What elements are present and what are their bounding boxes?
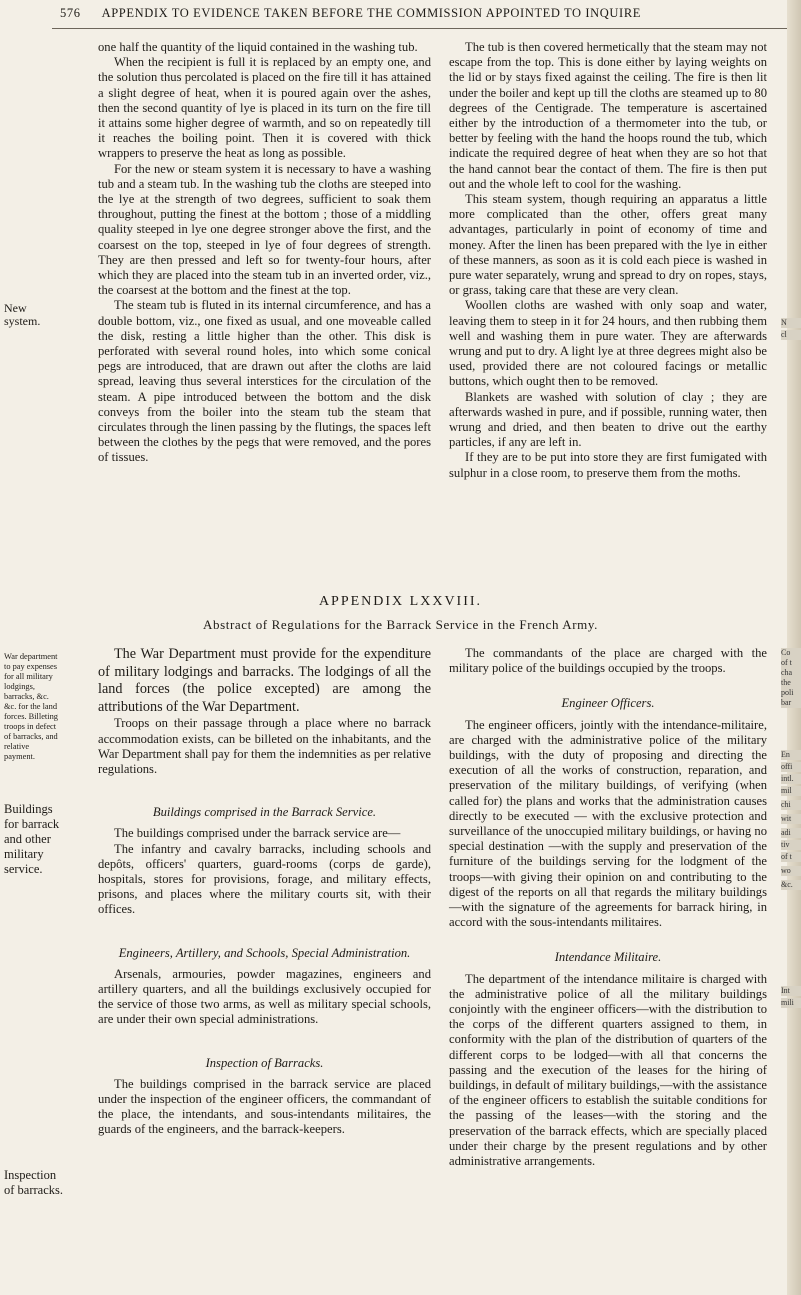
- paragraph: The department of the intendance militaire is charged with the administrative police of all the military buildings conjointly with the engineer officers—with the distribution to the corps of the different quarters assigned to them, in conformity with the plan of the distribution of quarters of the different corps to be lodged—with all that concerns the passing and the execution of the leases for the hiring of buildings, in default of military buildings,—with the assistance of the engineer officers to establish the suitable conditions for the passing of the leases—with the storing and the preservation of the barrack effects, which are specially placed under their charge by the present regulations and by other administrative arrangements.: [449, 971, 767, 1169]
- edge-fragment: wit: [781, 814, 801, 824]
- edge-fragment: cl: [781, 330, 801, 340]
- paragraph: This steam system, though requiring an apparatus a little more complicated than the other, offers great many advantages, particularly in point of economy of time and money. After the linen has been prepared with the lye in either of these manners, as soon as it is cold each piece is washed in pure water separately, wrung and spread to dry on ropes, stays, or grass, taking care that these are very clean.: [449, 192, 767, 298]
- edge-fragment: of t: [781, 658, 801, 668]
- edge-fragment: cha: [781, 668, 801, 678]
- section-heading: Intendance Militaire.: [554, 950, 662, 965]
- margin-note-new-system: New system.: [4, 301, 41, 328]
- lower-right-column: [449, 646, 767, 1169]
- edge-fragment: the: [781, 678, 801, 688]
- edge-fragment: wo: [781, 866, 801, 876]
- edge-fragment: mil: [781, 786, 801, 796]
- paragraph: Woollen cloths are washed with only soap and water, leaving them to steep in it for 24 hours, and then rubbing them well and washing them in pure water. They are afterwards wrung and put to dry. A light lye at three degrees might also be used, provided there are not coloured facings or metallic buttons, which ought then to be removed.: [449, 298, 767, 389]
- abstract-title: Abstract of Regulations for the Barrack Service in the French Army.: [203, 617, 598, 632]
- paragraph: The tub is then covered hermetically that the steam may not escape from the top. This is done either by laying weights on the lid or by stays fixed against the ceiling. The fire is then lit under the boiler and kept up till the cloths are steamed up to 80 degrees of the Centigrade. The temperature is ascertained either by the introduction of a thermometer into the tub, or better by feeling with the hand the hoops round the tub, which indicate the required degree of heat when they are so hot that the hand cannot bear the contact of them. The fire is then put out and the whole left to cool for the washing.: [449, 40, 767, 191]
- paragraph: Troops on their passage through a place where no barrack accommodation exists, can be billeted on the inhabitants, and the War Department shall pay for them the indemnities as per relative regulations.: [98, 716, 431, 776]
- margin-note-war-department: War department to pay expenses for all military lodgings, barracks, &c. &c. for the land forces. Billeting troops in defect of barracks, and relative payment.: [4, 652, 58, 761]
- paragraph: The engineer officers, jointly with the intendance-militaire, are charged with the administrative police of the military buildings, with the duty of proposing and directing the execution of all the works of construction, reparation, and preservation of the military buildings, of verifying (when called for) the plans and works that the administration causes directly to be executed — with the exclusive protection and surveillance of the unoccupied military buildings, or having no special destination —with the supply and preservation of the furniture of the buildings serving for the lodgment of the troops—with giving their opinion on and contributing to the digest of the reports on all that regards the military buildings—with the signature of the agreements for barrack hiring, in accord with the sous-intendants militaires.: [449, 717, 767, 930]
- edge-fragment: Int: [781, 986, 801, 996]
- paragraph: The War Department must provide for the expenditure of military lodgings and barracks. The lodgings of all the land forces (the police excepted) are among the attributions of the War Department.: [98, 646, 431, 715]
- edge-fragment: N: [781, 318, 801, 328]
- edge-fragment: tiv: [781, 840, 801, 850]
- edge-fragment: poli: [781, 688, 801, 698]
- margin-note-inspection: Inspection of barracks.: [4, 1168, 63, 1197]
- paragraph: The commandants of the place are charged with the military police of the buildings occupied by the troops.: [449, 646, 767, 676]
- paragraph: The buildings comprised under the barrack service are—: [114, 826, 401, 841]
- section-heading: Engineers, Artillery, and Schools, Special Administration.: [118, 945, 411, 960]
- margin-note-buildings: Buildings for barrack and other military service.: [4, 802, 60, 876]
- edge-fragment: chi: [781, 800, 801, 810]
- paragraph: The buildings comprised in the barrack service are placed under the inspection of the engineer officers, the commandant of the place, the intendants, and sous-intendants militaires, the guards of the engineers, and the barrack-keepers.: [98, 1076, 431, 1137]
- appendix-title: APPENDIX LXXVIII.: [318, 594, 483, 609]
- edge-fragment: adi: [781, 828, 801, 838]
- edge-fragment: bar: [781, 698, 801, 708]
- edge-fragment: En: [781, 750, 801, 760]
- lower-left-column: [98, 646, 431, 1138]
- edge-fragment: mili: [781, 998, 801, 1008]
- top-right-column: [449, 40, 767, 481]
- paragraph: The infantry and cavalry barracks, including schools and depôts, officers' quarters, guard-rooms (corps de garde), hospitals, stores for provisions, forage, and military effects, prisons, and places where the military courts sit, with their offices.: [98, 841, 431, 917]
- paragraph: Arsenals, armouries, powder magazines, engineers and artillery quarters, and all the buildings exclusively occupied for the service of those two arms, as well as military special schools, are under their own special administrations.: [98, 966, 431, 1027]
- edge-fragment: of t: [781, 852, 801, 862]
- paragraph: Blankets are washed with solution of clay ; they are afterwards washed in pure, and if possible, running water, then wrung and dried, and then beaten to drive out the earthy particles, if any are left in.: [449, 389, 767, 450]
- edge-fragment: &c.: [781, 880, 801, 890]
- edge-fragment: Co: [781, 648, 801, 658]
- header-rule: [52, 28, 787, 29]
- section-heading: Inspection of Barracks.: [205, 1055, 324, 1070]
- section-heading: Engineer Officers.: [561, 696, 655, 711]
- section-heading: Buildings comprised in the Barrack Service.: [152, 805, 377, 820]
- paragraph: For the new or steam system it is necessary to have a washing tub and a steam tub. In the washing tub the cloths are steeped into the lye at the strength of two degrees, sufficient to soak them throughout, putting the finest at the bottom ; those of a middling quality steeped in lye one degree stronger above the first, and the coarsest on the top, steeped in lye of four degrees of strength. They are then pressed and left so for twenty-four hours, after which they are placed into the steam tub in an inverted order, viz., the coarsest at the bottom and the finest at the top.: [98, 161, 431, 298]
- page-number: 576: [60, 6, 81, 20]
- paragraph: The steam tub is fluted in its internal circumference, and has a double bottom, viz., one fixed as usual, and one moveable called the disk, resting a little higher than the other. This disk is perforated with several round holes, into which some conical pegs are introduced, that are drawn out after the cloths are laid spread, leaving thus several interstices for the circulation of the steam. A pipe introduced between the bottom and the disk conveys from the boiler into the steam tub the steam that circulates through the linen passing by the flutings, the spaces left between the clothes by the pegs that were removed, and the pores of tissues.: [98, 298, 431, 465]
- running-header: [60, 6, 780, 21]
- paragraph: one half the quantity of the liquid contained in the washing tub.: [98, 40, 418, 54]
- paragraph: If they are to be put into store they are first fumigated with sulphur in a close room, to preserve them from the moths.: [449, 450, 767, 480]
- paragraph: When the recipient is full it is replaced by an empty one, and the solution thus percolated is placed on the fire till it has attained a slight degree of heat, when it is poured again over the ashes, then the second quantity of lye is placed in its turn on the fire till it attains some higher degree of warmth, and so on repeatedly till it reaches the boiling point. Then it is covered with thick wrappers to preserve the heat as long as possible.: [98, 55, 431, 161]
- edge-fragment: intl.: [781, 774, 801, 784]
- top-left-column: [98, 40, 431, 466]
- running-title: APPENDIX TO EVIDENCE TAKEN BEFORE THE COMMISSION APPOINTED TO INQUIRE: [101, 6, 641, 20]
- edge-fragment: offi: [781, 762, 801, 772]
